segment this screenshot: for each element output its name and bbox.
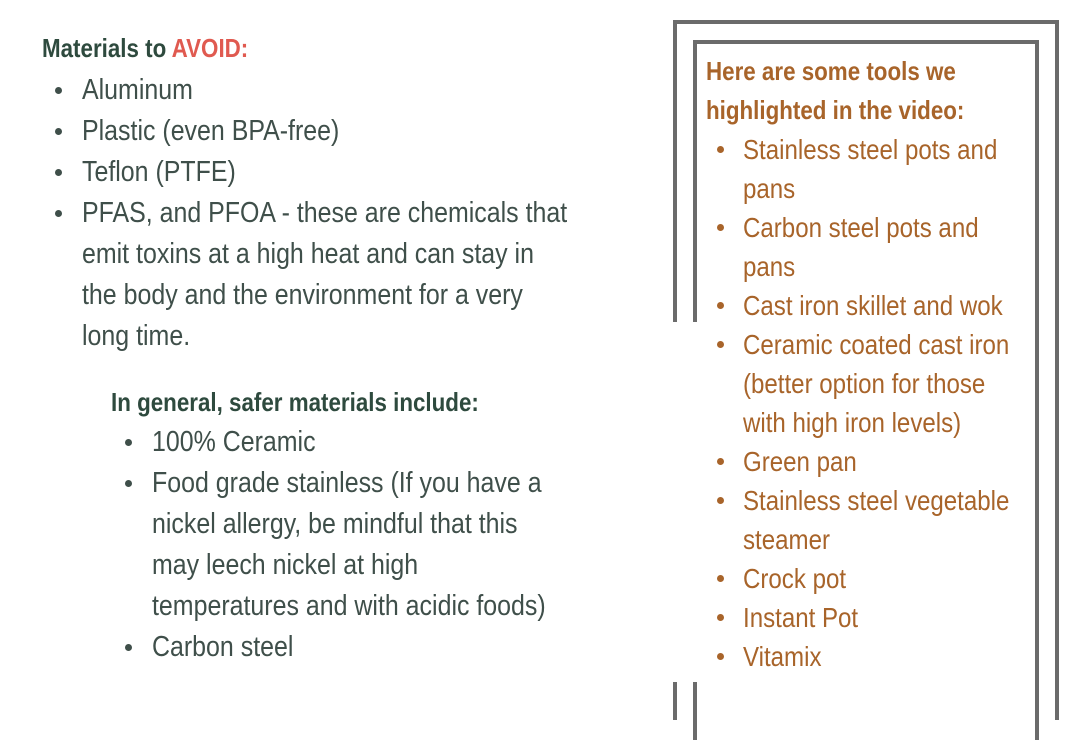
safer-item-text: Food grade stainless (If you have a <box>152 467 542 499</box>
bullet-icon <box>717 614 724 621</box>
safer-item-text: 100% Ceramic <box>152 426 316 458</box>
tools-item-text: Ceramic coated cast iron <box>743 329 1010 360</box>
bullet-icon <box>717 458 724 465</box>
safer-item-line <box>152 545 624 586</box>
avoid-item <box>54 111 634 152</box>
safer-item-text: temperatures and with acidic foods) <box>152 590 546 622</box>
tools-item <box>715 286 1035 325</box>
bullet-icon <box>55 210 62 217</box>
avoid-list <box>54 70 634 357</box>
avoid-item-line <box>82 234 634 275</box>
bullet-icon <box>717 341 724 348</box>
tools-item-text: Instant Pot <box>743 602 859 633</box>
safer-item <box>124 422 624 463</box>
tools-item-text: Vitamix <box>743 641 822 672</box>
tools-item-text: steamer <box>743 524 830 555</box>
safer-item-line <box>152 422 624 463</box>
avoid-item-line <box>82 70 634 111</box>
safer-list <box>124 422 624 668</box>
tools-item-line <box>743 598 1035 637</box>
tools-item-line <box>743 559 1035 598</box>
avoid-heading-accent: AVOID: <box>171 33 249 63</box>
safer-heading-text: In general, safer materials include: <box>111 387 479 417</box>
tools-item <box>715 442 1035 481</box>
safer-item-line <box>152 504 624 545</box>
tools-item-text: (better option for those <box>743 368 986 399</box>
avoid-item-text: long time. <box>82 320 191 352</box>
bullet-icon <box>55 128 62 135</box>
tools-item-line <box>743 520 1035 559</box>
tools-item <box>715 559 1035 598</box>
tools-item <box>715 130 1035 208</box>
avoid-item-text: PFAS, and PFOA - these are chemicals that <box>82 197 568 229</box>
bullet-icon <box>717 653 724 660</box>
bullet-icon <box>717 146 724 153</box>
safer-heading <box>111 383 539 421</box>
avoid-item-line <box>82 316 634 357</box>
tools-item-text: Cast iron skillet and wok <box>743 290 1003 321</box>
tools-item <box>715 208 1035 286</box>
avoid-item-line <box>82 152 634 193</box>
tools-item-text: Stainless steel pots and <box>743 134 998 165</box>
tools-item-text: Crock pot <box>743 563 847 594</box>
tools-item-line <box>743 403 1035 442</box>
tools-item-text: pans <box>743 173 796 204</box>
bullet-icon <box>125 439 132 446</box>
avoid-item <box>54 152 634 193</box>
avoid-item-line <box>82 193 634 234</box>
tools-item-text: Stainless steel vegetable <box>743 485 1010 516</box>
tools-item-text: Carbon steel pots and <box>743 212 979 243</box>
tools-heading <box>706 52 1006 130</box>
avoid-item <box>54 193 634 357</box>
tools-item <box>715 637 1035 676</box>
tools-item-line <box>743 325 1035 364</box>
bullet-icon <box>125 480 132 487</box>
tools-item-line <box>743 481 1035 520</box>
tools-item-text: with high iron levels) <box>743 407 962 438</box>
bullet-icon <box>717 575 724 582</box>
safer-item-text: Carbon steel <box>152 631 294 663</box>
avoid-item-text: Plastic (even BPA-free) <box>82 115 340 147</box>
tools-item <box>715 325 1035 442</box>
safer-item-text: nickel allergy, be mindful that this <box>152 508 518 540</box>
avoid-item-line <box>82 111 634 152</box>
tools-list <box>715 130 1035 676</box>
tools-item-line <box>743 286 1035 325</box>
safer-item <box>124 463 624 627</box>
tools-item-line <box>743 130 1035 169</box>
safer-item <box>124 627 624 668</box>
avoid-item-text: emit toxins at a high heat and can stay in <box>82 238 534 270</box>
tools-item-line <box>743 364 1035 403</box>
avoid-heading <box>42 30 282 66</box>
tools-item <box>715 598 1035 637</box>
tools-item-text: pans <box>743 251 796 282</box>
avoid-item-line <box>82 275 634 316</box>
bullet-icon <box>717 497 724 504</box>
bullet-icon <box>717 302 724 309</box>
tools-item-line <box>743 442 1035 481</box>
avoid-item <box>54 70 634 111</box>
tools-item <box>715 481 1035 559</box>
avoid-item-text: Aluminum <box>82 74 193 106</box>
tools-item-text: Green pan <box>743 446 857 477</box>
safer-item-line <box>152 463 624 504</box>
bullet-icon <box>125 644 132 651</box>
tools-box-border-gap <box>669 322 701 682</box>
avoid-item-text: Teflon (PTFE) <box>82 156 236 188</box>
safer-item-line <box>152 627 624 668</box>
safer-item-text: may leech nickel at high <box>152 549 419 581</box>
bullet-icon <box>55 87 62 94</box>
tools-heading-line: Here are some tools we <box>706 56 956 86</box>
tools-item-line <box>743 169 1035 208</box>
bullet-icon <box>55 169 62 176</box>
tools-item-line <box>743 208 1035 247</box>
avoid-item-text: the body and the environment for a very <box>82 279 523 311</box>
bullet-icon <box>717 224 724 231</box>
tools-item-line <box>743 247 1035 286</box>
avoid-heading-prefix: Materials to <box>42 33 172 63</box>
tools-item-line <box>743 637 1035 676</box>
tools-heading-line: highlighted in the video: <box>706 95 965 125</box>
safer-item-line <box>152 586 624 627</box>
